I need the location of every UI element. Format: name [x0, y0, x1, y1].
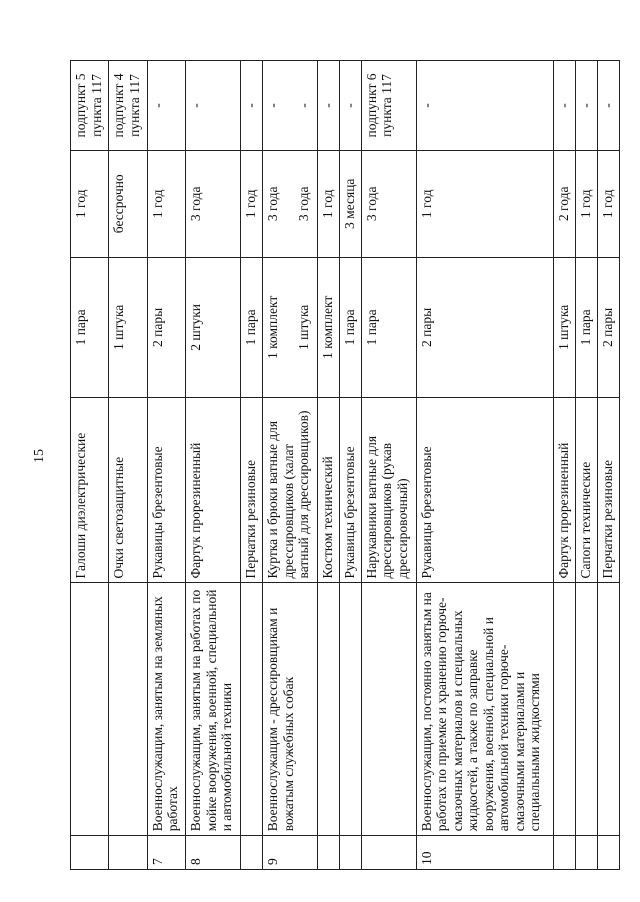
quantity-cell: 2 пары: [598, 257, 620, 397]
quantity-cell: 1 пара: [361, 257, 416, 397]
item-name-cell: Рукавицы брезентовые: [339, 398, 361, 583]
page-number: 15: [32, 449, 47, 463]
item-name-cell: Перчатки резиновые: [598, 398, 620, 583]
quantity-cell: 1 пара: [71, 257, 109, 397]
quantity-cell: 1 пара: [339, 257, 361, 397]
reference-cell: -: [576, 61, 598, 151]
equipment-table: [70, 60, 620, 870]
table-row: [186, 61, 241, 870]
table-row: [554, 61, 576, 870]
table-wrapper: [70, 60, 620, 870]
quantity-cell: 1 комплект: [317, 257, 339, 397]
row-number-cell: 10: [416, 836, 554, 870]
personnel-category-cell: [361, 583, 416, 836]
personnel-category-cell: Военнослужащим, занятым на земляных работах: [147, 583, 185, 836]
wear-period-cell: 1 год: [147, 150, 185, 257]
personnel-category-cell: [598, 583, 620, 836]
rotated-table-container: [70, 60, 620, 870]
row-number-cell: [598, 836, 620, 870]
row-number-cell: [109, 836, 147, 870]
item-name-cell: Перчатки резиновые: [241, 398, 263, 583]
quantity-cell: 2 пары: [416, 257, 554, 397]
wear-period-cell: 1 год: [598, 150, 620, 257]
wear-period-cell: 1 год: [576, 150, 598, 257]
item-name-cell: Рукавицы брезентовые: [147, 398, 185, 583]
item-name-cell: Нарукавники ватные для дрессировщиков (рукав дрессировочный): [361, 398, 416, 583]
table-row: [416, 61, 554, 870]
reference-cell: -: [186, 61, 241, 151]
table-row: [147, 61, 185, 870]
table-row: [241, 61, 263, 870]
wear-period-cell: 2 года: [554, 150, 576, 257]
table-row: [339, 61, 361, 870]
reference-cell: -: [554, 61, 576, 151]
reference-cell: подпункт 6 пункта 117: [361, 61, 416, 151]
wear-period-cell: 1 год: [416, 150, 554, 257]
personnel-category-cell: Военнослужащим - дрессировщикам и вожатым служебных собак: [263, 583, 318, 836]
row-number-cell: [241, 836, 263, 870]
row-number-cell: [339, 836, 361, 870]
table-row: [109, 61, 147, 870]
reference-cell: -: [416, 61, 554, 151]
table-row: [263, 61, 318, 870]
quantity-cell: 1 штука: [554, 257, 576, 397]
item-name-cell: Очки светозащитные: [109, 398, 147, 583]
reference-cell: подпункт 5 пункта 117: [71, 61, 109, 151]
item-name-cell: Куртка и брюки ватные для дрессировщиков (халат ватный для дрессировщиков): [263, 398, 318, 583]
item-name-cell: Рукавицы брезентовые: [416, 398, 554, 583]
item-name-cell: Фартук прорезиненный: [186, 398, 241, 583]
table-row: [361, 61, 416, 870]
reference-cell: подпункт 4 пункта 117: [109, 61, 147, 151]
quantity-cell: 2 пары: [147, 257, 185, 397]
personnel-category-cell: [554, 583, 576, 836]
wear-period-cell: 3 месяца: [339, 150, 361, 257]
table-row: [71, 61, 109, 870]
item-name-cell: Костюм технический: [317, 398, 339, 583]
quantity-cell: 1 пара: [576, 257, 598, 397]
personnel-category-cell: [576, 583, 598, 836]
reference-cell: -: [317, 61, 339, 151]
personnel-category-cell: [241, 583, 263, 836]
reference-cell: - -: [263, 61, 318, 151]
wear-period-cell: 3 года: [361, 150, 416, 257]
quantity-cell: 1 комплект 1 штука: [263, 257, 318, 397]
row-number-cell: 9: [263, 836, 318, 870]
row-number-cell: [361, 836, 416, 870]
item-name-cell: Фартук прорезиненный: [554, 398, 576, 583]
row-number-cell: [576, 836, 598, 870]
table-row: [598, 61, 620, 870]
table-row: [576, 61, 598, 870]
wear-period-cell: 1 год: [241, 150, 263, 257]
personnel-category-cell: Военнослужащим, постоянно занятым на работах по приемке и хранению горюче-смазочных материалов и специальных жидкостей, а также по заправке вооружения, военной, специальной и автомобильной техники горюче-смазочными материалами и специальными жидкостями: [416, 583, 554, 836]
wear-period-cell: 1 год: [317, 150, 339, 257]
reference-cell: -: [147, 61, 185, 151]
item-name-cell: Сапоги технические: [576, 398, 598, 583]
row-number-cell: 7: [147, 836, 185, 870]
row-number-cell: [317, 836, 339, 870]
quantity-cell: 1 штука: [109, 257, 147, 397]
personnel-category-cell: Военнослужащим, занятым на работах по мойке вооружения, военной, специальной и автомобильной техники: [186, 583, 241, 836]
quantity-cell: 1 пара: [241, 257, 263, 397]
row-number-cell: [71, 836, 109, 870]
quantity-cell: 2 штуки: [186, 257, 241, 397]
wear-period-cell: бессрочно: [109, 150, 147, 257]
table-body: [71, 61, 620, 870]
row-number-cell: 8: [186, 836, 241, 870]
item-name-cell: Галоши диэлектрические: [71, 398, 109, 583]
personnel-category-cell: [71, 583, 109, 836]
row-number-cell: [554, 836, 576, 870]
wear-period-cell: 3 года: [186, 150, 241, 257]
reference-cell: -: [241, 61, 263, 151]
personnel-category-cell: [339, 583, 361, 836]
personnel-category-cell: [109, 583, 147, 836]
personnel-category-cell: [317, 583, 339, 836]
wear-period-cell: 3 года 3 года: [263, 150, 318, 257]
reference-cell: -: [339, 61, 361, 151]
wear-period-cell: 1 год: [71, 150, 109, 257]
table-row: [317, 61, 339, 870]
reference-cell: -: [598, 61, 620, 151]
